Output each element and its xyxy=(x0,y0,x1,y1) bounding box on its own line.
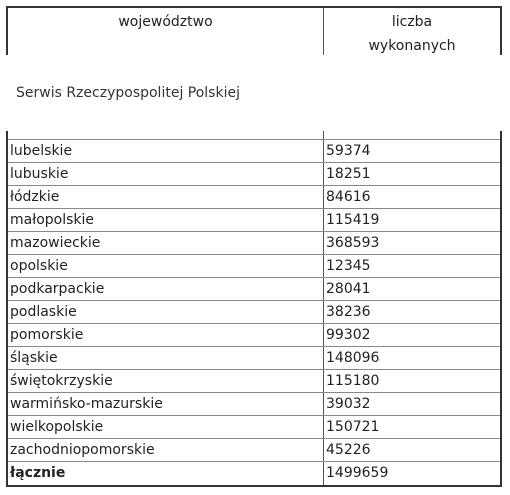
region-cell: podlaskie xyxy=(8,301,324,323)
table-row xyxy=(8,186,500,209)
data-table xyxy=(6,131,502,487)
total-row xyxy=(8,462,500,485)
region-cell: warmińsko-mazurskie xyxy=(8,393,324,415)
site-title: Serwis Rzeczypospolitej Polskiej xyxy=(16,85,240,101)
table-row xyxy=(8,209,500,232)
table-row xyxy=(8,416,500,439)
count-cell: 45226 xyxy=(326,442,371,458)
region-cell: łódzkie xyxy=(8,186,324,208)
region-cell: pomorskie xyxy=(8,324,324,346)
count-cell: 84616 xyxy=(326,189,371,205)
cut-off-row xyxy=(8,131,500,140)
table-row xyxy=(8,439,500,462)
table-row xyxy=(8,140,500,163)
region-cell: opolskie xyxy=(8,255,324,277)
header-count xyxy=(324,8,500,55)
table-row xyxy=(8,301,500,324)
header-count-line1: liczba xyxy=(391,14,433,30)
region-cell: lubelskie xyxy=(8,140,324,162)
table-row xyxy=(8,393,500,416)
region-cell: świętokrzyskie xyxy=(8,370,324,392)
table-header xyxy=(6,6,502,55)
region-cell: podkarpackie xyxy=(8,278,324,300)
header-region: województwo xyxy=(8,8,324,55)
region-cell: mazowieckie xyxy=(8,232,324,254)
count-cell: 150721 xyxy=(326,419,380,435)
table-row xyxy=(8,324,500,347)
total-label: łącznie xyxy=(8,462,324,485)
count-cell: 148096 xyxy=(326,350,380,366)
count-cell: 28041 xyxy=(326,281,371,297)
total-count: 1499659 xyxy=(326,465,389,481)
count-cell: 99302 xyxy=(326,327,371,343)
count-cell: 115419 xyxy=(326,212,380,228)
table-row xyxy=(8,232,500,255)
count-cell: 368593 xyxy=(326,235,380,251)
region-cell: zachodniopomorskie xyxy=(8,439,324,461)
count-cell: 18251 xyxy=(326,166,371,182)
count-cell: 12345 xyxy=(326,258,371,274)
count-cell: 38236 xyxy=(326,304,371,320)
table-row xyxy=(8,163,500,186)
count-cell: 59374 xyxy=(326,143,371,159)
count-cell: 39032 xyxy=(326,396,371,412)
count-cell: 115180 xyxy=(326,373,380,389)
table-row xyxy=(8,255,500,278)
table-row xyxy=(8,278,500,301)
header-count-line2: wykonanych xyxy=(368,38,456,54)
table-row xyxy=(8,347,500,370)
region-cell: śląskie xyxy=(8,347,324,369)
region-cell: małopolskie xyxy=(8,209,324,231)
table-row xyxy=(8,370,500,393)
region-cell: wielkopolskie xyxy=(8,416,324,438)
region-cell: lubuskie xyxy=(8,163,324,185)
